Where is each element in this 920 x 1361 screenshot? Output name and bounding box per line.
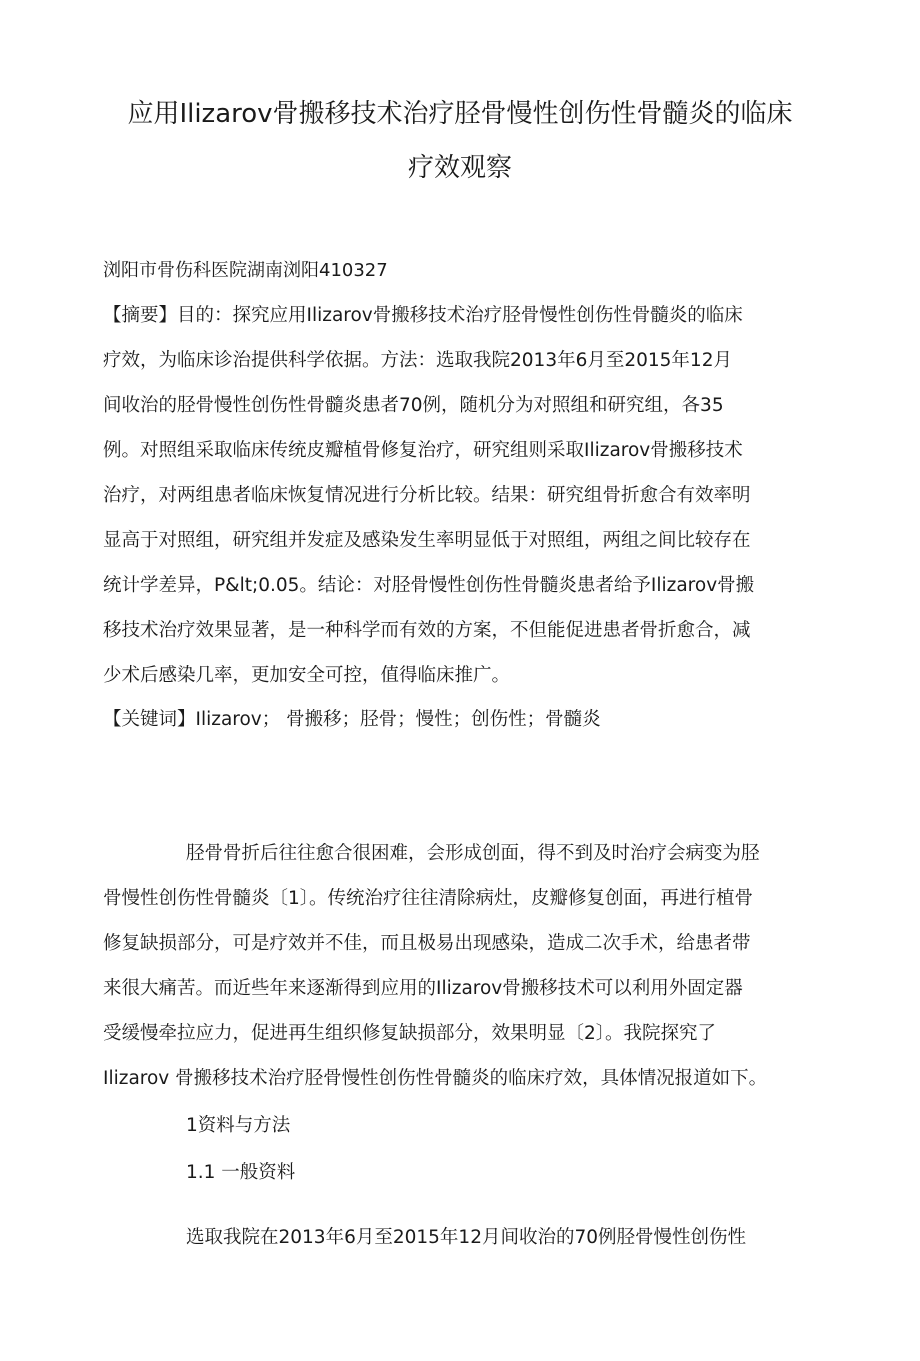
- body-paragraph-line: 修复缺损部分，可是疗效并不佳，而且极易出现感染，造成二次手术，给患者带: [103, 933, 751, 954]
- abstract-line: 疗效，为临床诊治提供科学依据。方法：选取我院2013年6月至2015年12月: [103, 350, 732, 371]
- abstract-line: 例。对照组采取临床传统皮瓣植骨修复治疗，研究组则采取Ilizarov骨搬移技术: [103, 440, 743, 461]
- section-heading: 1资料与方法: [186, 1115, 291, 1136]
- body-paragraph-line: 骨慢性创伤性骨髓炎〔1〕。传统治疗往往清除病灶，皮瓣修复创面，再进行植骨: [103, 888, 754, 909]
- abstract-line: 统计学差异，P&lt;0.05。结论：对胫骨慢性创伤性骨髓炎患者给予Ilizarov骨搬: [103, 575, 755, 596]
- body-paragraph-line: 胫骨骨折后往往愈合很困难，会形成创面，得不到及时治疗会病变为胫: [186, 843, 760, 864]
- abstract-line: 少术后感染几率，更加安全可控，值得临床推广。: [103, 665, 511, 686]
- body-paragraph-line: Ilizarov 骨搬移技术治疗胫骨慢性创伤性骨髓炎的临床疗效，具体情况报道如下。: [103, 1068, 768, 1089]
- subsection-heading: 1.1 一般资料: [186, 1162, 296, 1183]
- abstract-line: 间收治的胫骨慢性创伤性骨髓炎患者70例，随机分为对照组和研究组，各35: [103, 395, 724, 416]
- abstract-line: 显高于对照组，研究组并发症及感染发生率明显低于对照组，两组之间比较存在: [103, 530, 751, 551]
- author-affiliation: 浏阳市骨伤科医院湖南浏阳410327: [103, 260, 388, 281]
- paper-title-line-1: 应用Ilizarov骨搬移技术治疗胫骨慢性创伤性骨髓炎的临床: [127, 99, 793, 129]
- paper-title-line-2: 疗效观察: [407, 153, 512, 183]
- abstract-line: 移技术治疗效果显著，是一种科学而有效的方案，不但能促进患者骨折愈合，减: [103, 620, 751, 641]
- body-paragraph-line: 受缓慢牵拉应力，促进再生组织修复缺损部分，效果明显〔2〕。我院探究了: [103, 1023, 717, 1044]
- abstract-line: 【摘要】目的：探究应用Ilizarov骨搬移技术治疗胫骨慢性创伤性骨髓炎的临床: [103, 305, 743, 326]
- keywords: 【关键词】Ilizarov； 骨搬移；胫骨；慢性；创伤性；骨髓炎: [103, 709, 601, 730]
- body-paragraph-line: 选取我院在2013年6月至2015年12月间收治的70例胫骨慢性创伤性: [186, 1227, 747, 1248]
- abstract-line: 治疗，对两组患者临床恢复情况进行分析比较。结果：研究组骨折愈合有效率明: [103, 485, 751, 506]
- body-paragraph-line: 来很大痛苦。而近些年来逐渐得到应用的Ilizarov骨搬移技术可以利用外固定器: [103, 978, 743, 999]
